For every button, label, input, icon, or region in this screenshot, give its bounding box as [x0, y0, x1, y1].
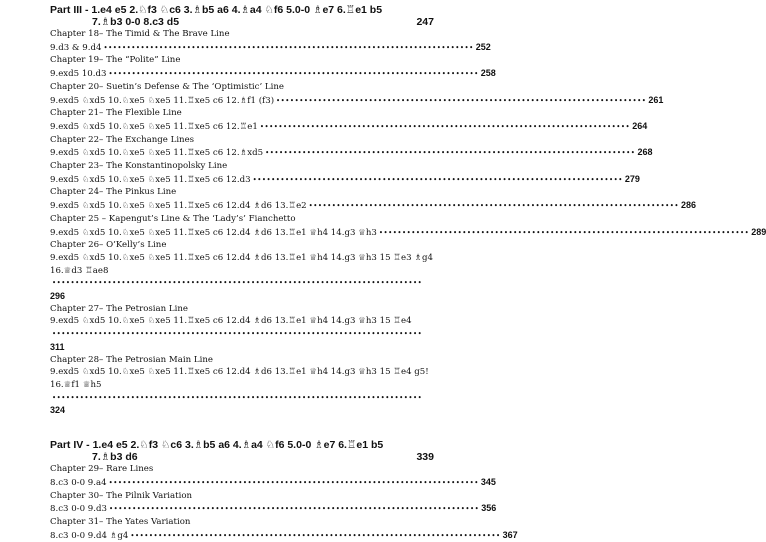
- part-four-header: [50, 439, 434, 463]
- toc-entry[interactable]: [50, 186, 696, 212]
- chapter-moves-row: [50, 146, 653, 160]
- dot-leader: ••••••••••••••••••••••••••••••••••••••••••••••••••••••••••••••••••••••••••••••••: [108, 70, 479, 79]
- chapter-title: Chapter 25 – Kapengut’s Line & The ‘Lady’s’ Fianchetto: [50, 213, 296, 224]
- chapter-title: Chapter 21– The Flexible Line: [50, 108, 182, 119]
- chapter-page-number[interactable]: 252: [475, 41, 491, 52]
- chapter-title: Chapter 24– The Pinkus Line: [50, 187, 177, 198]
- dot-leader: ••••••••••••••••••••••••••••••••••••••••••••••••••••••••••••••••••••••••••••••••: [52, 330, 423, 339]
- toc-entry[interactable]: [50, 354, 434, 418]
- part-three-line1: Part III - 1.e4 e5 2.♘f3 ♘c6 3.♗b5 a6 4.♗a4 ♘f6 5.0-0 ♗e7 6.♖e1 b5: [50, 4, 383, 16]
- chapter-moves-row: [50, 226, 766, 240]
- chapter-moves-row: [50, 173, 640, 187]
- part-four-entries: [50, 463, 518, 542]
- part-three-header: [50, 4, 434, 28]
- chapter-page-number[interactable]: 296: [50, 291, 66, 302]
- toc-entry[interactable]: [50, 463, 496, 489]
- dot-leader: ••••••••••••••••••••••••••••••••••••••••••••••••••••••••••••••••••••••••••••••••: [52, 393, 423, 402]
- chapter-title: Chapter 31– The Yates Variation: [50, 516, 191, 527]
- toc-entry[interactable]: [50, 239, 434, 303]
- dot-leader: ••••••••••••••••••••••••••••••••••••••••••••••••••••••••••••••••••••••••••••••••: [103, 43, 474, 52]
- chapter-moves-row: [50, 67, 496, 81]
- part-four-title-cont: [50, 451, 434, 463]
- toc-entry[interactable]: [50, 213, 766, 239]
- chapter-moves: 9.exd5 ♘xd5 10.♘xe5 ♘xe5 11.♖xe5 c6 12.d4 ♗d6 13.♖e1 ♕h4 14.g3 ♕h3 15 ♖e4: [50, 316, 412, 327]
- chapter-moves: 9.exd5 ♘xd5 10.♘xe5 ♘xe5 11.♖xe5 c6 12.d3: [50, 174, 251, 185]
- dot-leader: ••••••••••••••••••••••••••••••••••••••••••••••••••••••••••••••••••••••••••••••••: [130, 531, 501, 540]
- dot-leader: ••••••••••••••••••••••••••••••••••••••••••••••••••••••••••••••••••••••••••••••••: [52, 279, 423, 288]
- toc-entry[interactable]: [50, 303, 434, 354]
- chapter-page-number[interactable]: 311: [50, 341, 65, 352]
- chapter-page-number[interactable]: 264: [632, 120, 648, 131]
- chapter-page-number[interactable]: 286: [680, 200, 696, 211]
- toc-entry[interactable]: [50, 160, 640, 186]
- chapter-moves-row: [50, 315, 434, 353]
- part-four-line1: Part IV - 1.e4 e5 2.♘f3 ♘c6 3.♗b5 a6 4.♗a4 ♘f6 5.0-0 ♗e7 6.♖e1 b5: [50, 439, 384, 452]
- chapter-page-number[interactable]: 324: [50, 405, 66, 416]
- toc-entry[interactable]: [50, 54, 496, 80]
- chapter-title: Chapter 19– The “Polite” Line: [50, 55, 181, 66]
- dot-leader: ••••••••••••••••••••••••••••••••••••••••••••••••••••••••••••••••••••••••••••••••: [108, 478, 479, 487]
- chapter-title: Chapter 23– The Konstantinopolsky Line: [50, 161, 228, 172]
- chapter-title: Chapter 20– Suetin’s Defense & The ‘Optimistic’ Line: [50, 81, 285, 92]
- chapter-title: Chapter 22– The Exchange Lines: [50, 134, 195, 145]
- section-gap: [50, 417, 434, 439]
- chapter-moves-row: [50, 366, 434, 417]
- chapter-moves: 9.d3 & 9.d4: [50, 42, 102, 53]
- chapter-page-number[interactable]: 258: [480, 68, 496, 79]
- toc-entry[interactable]: [50, 107, 648, 133]
- chapter-moves: 9.exd5 ♘xd5 10.♘xe5 ♘xe5 11.♖xe5 c6 12.d4 ♗d6 13.♖e1 ♕h4 14.g3 ♕h3: [50, 227, 377, 238]
- chapter-moves-row: [50, 529, 518, 542]
- chapter-page-number[interactable]: 367: [502, 529, 518, 540]
- chapter-moves: 9.exd5 ♘xd5 10.♘xe5 ♘xe5 11.♖xe5 c6 12.♖e1: [50, 121, 258, 132]
- part-four-title: [50, 439, 434, 451]
- chapter-page-number[interactable]: 279: [624, 173, 640, 184]
- chapter-moves: 9.exd5 ♘xd5 10.♘xe5 ♘xe5 11.♖xe5 c6 12.♗xd5: [50, 148, 264, 159]
- dot-leader: ••••••••••••••••••••••••••••••••••••••••••••••••••••••••••••••••••••••••••••••••: [378, 228, 750, 237]
- chapter-moves: 9.exd5 10.d3: [50, 69, 107, 80]
- chapter-title: Chapter 26– O’Kelly’s Line: [50, 240, 167, 251]
- toc-entry[interactable]: [50, 28, 491, 54]
- part-three-line2: 7.♗b3 0-0 8.c3 d5: [92, 16, 180, 28]
- part-three-page[interactable]: 247: [416, 16, 434, 28]
- part-three-entries: [50, 28, 766, 417]
- toc-entry[interactable]: [50, 516, 518, 542]
- chapter-moves-row: [50, 120, 648, 134]
- part-three-title: [50, 4, 434, 16]
- dot-leader: ••••••••••••••••••••••••••••••••••••••••••••••••••••••••••••••••••••••••••••••••: [308, 202, 679, 211]
- part-four-page[interactable]: 339: [416, 451, 434, 464]
- chapter-moves: 8.c3 0-0 9.d4 ♗g4: [50, 530, 129, 541]
- chapter-moves: 9.exd5 ♘xd5 10.♘xe5 ♘xe5 11.♖xe5 c6 12.d4 ♗d6 13.♖e1 ♕h4 14.g3 ♕h3 15 ♖e4 g5! 16.♕f1 ♕h5: [50, 367, 429, 390]
- chapter-page-number[interactable]: 261: [648, 94, 664, 105]
- dot-leader: ••••••••••••••••••••••••••••••••••••••••••••••••••••••••••••••••••••••••••••••••: [276, 96, 647, 105]
- chapter-title: Chapter 28– The Petrosian Main Line: [50, 354, 213, 365]
- chapter-moves: 9.exd5 ♘xd5 10.♘xe5 ♘xe5 11.♖xe5 c6 12.d4 ♗d6 13.♖e2: [50, 201, 307, 212]
- dot-leader: ••••••••••••••••••••••••••••••••••••••••••••••••••••••••••••••••••••••••••••••••: [265, 149, 636, 158]
- dot-leader: ••••••••••••••••••••••••••••••••••••••••••••••••••••••••••••••••••••••••••••••••: [108, 505, 480, 514]
- toc-entry[interactable]: [50, 134, 653, 160]
- chapter-moves-row: [50, 41, 491, 55]
- chapter-moves: 8.c3 0-0 9.d3: [50, 504, 107, 515]
- part-four-line2: 7.♗b3 d6: [92, 451, 138, 464]
- chapter-title: Chapter 29– Rare Lines: [50, 464, 154, 475]
- chapter-moves-row: [50, 199, 696, 213]
- chapter-moves-row: [50, 476, 496, 490]
- chapter-moves-row: [50, 252, 434, 303]
- chapter-page-number[interactable]: 345: [480, 476, 496, 487]
- chapter-page-number[interactable]: 289: [751, 226, 766, 237]
- chapter-page-number[interactable]: 356: [481, 503, 497, 514]
- chapter-page-number[interactable]: 268: [637, 147, 653, 158]
- chapter-title: Chapter 18– The Timid & The Brave Line: [50, 29, 230, 39]
- dot-leader: ••••••••••••••••••••••••••••••••••••••••••••••••••••••••••••••••••••••••••••••••: [259, 122, 631, 131]
- toc-entry[interactable]: [50, 490, 497, 516]
- chapter-moves: 9.exd5 ♘xd5 10.♘xe5 ♘xe5 11.♖xe5 c6 12.♗f1 (f3): [50, 95, 275, 106]
- part-three-title-cont: [50, 16, 434, 28]
- chapter-title: Chapter 27– The Petrosian Line: [50, 303, 189, 314]
- toc-entry[interactable]: [50, 81, 664, 107]
- chapter-moves: 9.exd5 ♘xd5 10.♘xe5 ♘xe5 11.♖xe5 c6 12.d4 ♗d6 13.♖e1 ♕h4 14.g3 ♕h3 15 ♖e3 ♗g4 16.♕d3 ♖ae8: [50, 252, 433, 276]
- chapter-title: Chapter 30– The Pilnik Variation: [50, 490, 193, 501]
- chapter-moves-row: [50, 94, 664, 108]
- chapter-moves-row: [50, 502, 497, 516]
- chapter-moves: 8.c3 0-0 9.a4: [50, 477, 107, 488]
- dot-leader: ••••••••••••••••••••••••••••••••••••••••••••••••••••••••••••••••••••••••••••••••: [252, 175, 623, 184]
